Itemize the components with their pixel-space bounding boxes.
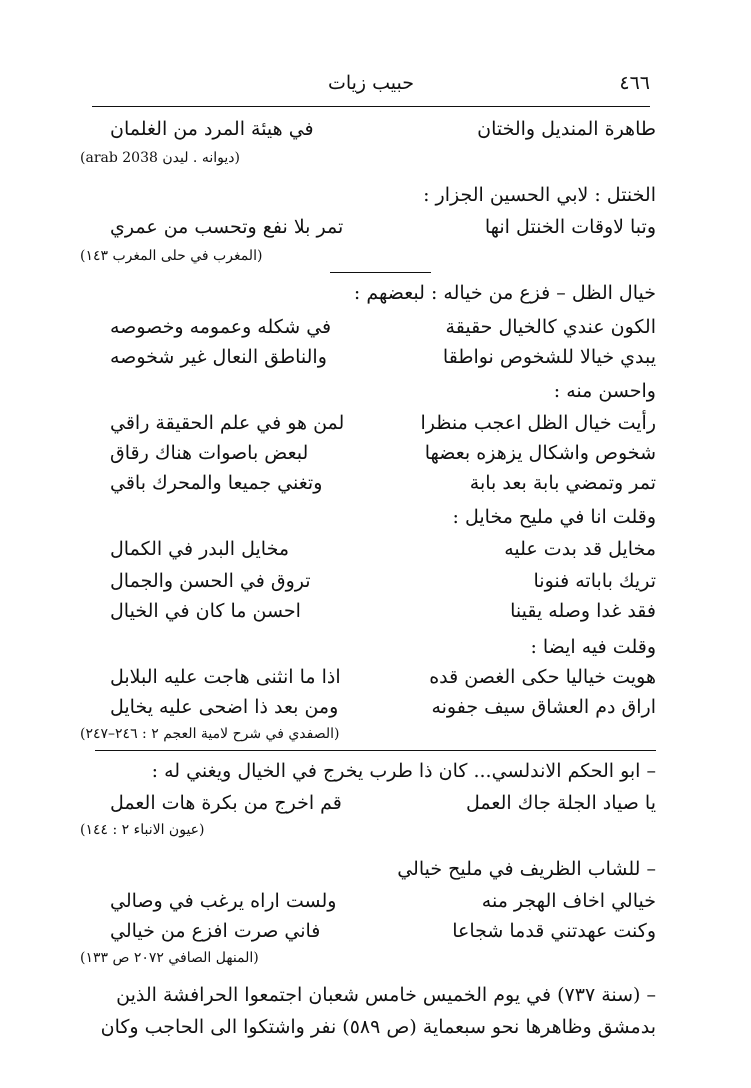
hemistich-left: والناطق النعال غير شخوصه bbox=[110, 346, 327, 368]
citation: (الصفدي في شرح لامية العجم ٢ : ٢٤٦–٢٤٧) bbox=[80, 726, 340, 742]
prose-line: – ابو الحكم الاندلسي... كان ذا طرب يخرج في الخيال ويغني له : bbox=[151, 760, 656, 782]
hemistich-right: طاهرة المنديل والختان bbox=[477, 118, 656, 140]
prose-line: الخنتل : لابي الحسين الجزار : bbox=[423, 184, 656, 206]
hemistich-right: تريك باباته فنونا bbox=[533, 570, 656, 592]
hemistich-right: وكنت عهدتني قدما شجاعا bbox=[452, 920, 656, 942]
hemistich-right: شخوص واشكال يزهزه بعضها bbox=[424, 442, 656, 464]
hemistich-left: في شكله وعمومه وخصوصه bbox=[110, 316, 332, 338]
citation: (عيون الانباء ٢ : ١٤٤) bbox=[80, 822, 205, 838]
hemistich-left: تروق في الحسن والجمال bbox=[110, 570, 311, 592]
hemistich-right: رأيت خيال الظل اعجب منظرا bbox=[420, 412, 656, 434]
hemistich-left: مخايل البدر في الكمال bbox=[110, 538, 290, 560]
hemistich-left: ومن بعد ذا اضحى عليه يخايل bbox=[110, 696, 339, 718]
hemistich-left: في هيئة المرد من الغلمان bbox=[110, 118, 314, 140]
hemistich-right: يبدي خيالا للشخوص نواطقا bbox=[442, 346, 656, 368]
hemistich-left: لبعض باصوات هناك رقاق bbox=[110, 442, 309, 464]
page-number: ٤٦٦ bbox=[619, 72, 650, 94]
hemistich-right: الكون عندي كالخيال حقيقة bbox=[445, 316, 656, 338]
hemistich-left: اذا ما انثنى هاجت عليه البلابل bbox=[110, 666, 341, 688]
separator bbox=[95, 750, 656, 751]
prose-line: – للشاب الظريف في مليح خيالي bbox=[397, 858, 656, 880]
hemistich-left: قم اخرج من بكرة هات العمل bbox=[110, 792, 342, 814]
hemistich-right: خيالي اخاف الهجر منه bbox=[481, 890, 656, 912]
hemistich-left: تمر بلا نفع وتحسب من عمري bbox=[110, 216, 344, 238]
hemistich-left: احسن ما كان في الخيال bbox=[110, 600, 301, 622]
prose-line: خيال الظل – فزع من خياله : لبعضهم : bbox=[353, 282, 656, 304]
hemistich-left: ولست اراه يرغب في وصالي bbox=[110, 890, 337, 912]
prose-line: وقلت انا في مليح مخايل : bbox=[452, 506, 656, 528]
citation: (المغرب في حلى المغرب ١٤٣) bbox=[80, 248, 263, 264]
hemistich-left: وتغني جميعا والمحرك باقي bbox=[110, 472, 323, 494]
prose-line: – (سنة ٧٣٧) في يوم الخميس خامس شعبان اجتمعوا الحرافشة الذين bbox=[116, 984, 656, 1006]
running-title: حبيب زيات bbox=[327, 72, 415, 94]
hemistich-right: فقد غدا وصله يقينا bbox=[510, 600, 656, 622]
hemistich-right: اراق دم العشاق سيف جفونه bbox=[431, 696, 656, 718]
hemistich-right: وتبا لاوقات الخنتل انها bbox=[484, 216, 656, 238]
page-header bbox=[92, 68, 650, 107]
prose-line: وقلت فيه ايضا : bbox=[530, 636, 656, 658]
prose-line: واحسن منه : bbox=[553, 380, 656, 402]
hemistich-left: لمن هو في علم الحقيقة راقي bbox=[110, 412, 345, 434]
hemistich-right: هويت خياليا حكى الغصن قده bbox=[429, 666, 656, 688]
hemistich-left: فاني صرت افزع من خيالي bbox=[110, 920, 321, 942]
hemistich-right: يا صياد الجلة جاك العمل bbox=[466, 792, 656, 814]
prose-line: بدمشق وظاهرها نحو سبعماية (ص ٥٨٩) نفر واشتكوا الى الحاجب وكان bbox=[100, 1016, 656, 1038]
citation: (المنهل الصافي ٢٠٧٢ ص ١٣٣) bbox=[80, 950, 259, 966]
hemistich-right: تمر وتمضي بابة بعد بابة bbox=[469, 472, 656, 494]
hemistich-right: مخايل قد بدت عليه bbox=[504, 538, 656, 560]
citation: (ديوانه . ليدن arab 2038) bbox=[80, 150, 240, 166]
separator bbox=[330, 272, 431, 273]
